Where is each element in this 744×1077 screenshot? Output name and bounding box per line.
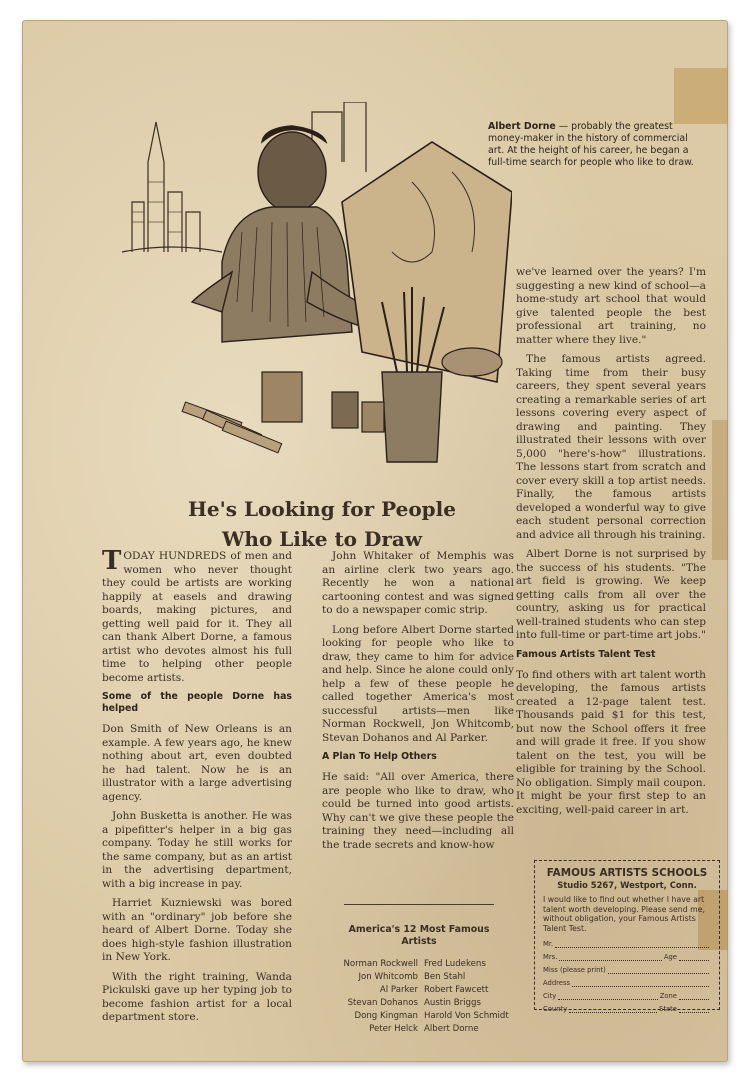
artist-illustration [112, 102, 512, 472]
col1-paragraph-3: John Busketta is another. He was a pipefitter's helper in a big gas company. Today he still works for the same company, but as an artist in the advertising department, with a big increase in pay. [102, 810, 292, 890]
coupon-mrs-field[interactable]: Mrs. Age [543, 951, 711, 964]
coupon-title: FAMOUS ARTISTS SCHOOLS [546, 867, 708, 879]
headline [122, 494, 522, 554]
col2-paragraph-3: He said: "All over America, there are people who like to draw, who could be turned into good artists. Why can't we give these people the training they need—including all the trade secrets and know-how [322, 771, 514, 851]
col3-paragraph-3: Albert Dorne is not surprised by the success of his students. "The art field is growing. We keep getting calls from all over the country, asking us for practical well-trained students who can step into full-time or part-time art jobs." [516, 548, 706, 641]
col1-subheading: Some of the people Dorne has helped [102, 691, 292, 714]
artist-row: Norman Rockwell Fred Ludekens [343, 959, 486, 969]
column-1 [102, 546, 292, 1031]
divider-rule [344, 904, 494, 905]
col1-paragraph-5: With the right training, Wanda Pickulski gave up her typing job to become fashion artist for a local department store. [102, 970, 292, 1023]
coupon-studio: Studio 5267, Westport, Conn. [557, 880, 697, 890]
col1-paragraph-4: Harriet Kuzniewski was bored with an "ordinary" job before she heard of Albert Dorne. Today she does high-style fashion illustration in New York. [102, 897, 292, 963]
col1-paragraph-1: TODAY HUNDREDS of men and women who never thought they could be artists are working happily at easels and drawing boards, making pictures, and getting well paid for it. They all can thank Albert Dorne, a famous artist who devotes almost his full time to helping other people become artists. [102, 546, 292, 684]
coupon-county-field[interactable]: County State [543, 1003, 711, 1016]
artist-row: Stevan Dohanos Austin Briggs [347, 998, 481, 1008]
column-3 [516, 266, 706, 823]
col3-subheading: Famous Artists Talent Test [516, 648, 656, 660]
coupon-miss-field[interactable]: Miss (please print) [543, 964, 711, 977]
col2-paragraph-2: Long before Albert Dorne started looking for people who like to draw, they came to him for advice and help. Since he alone could only help a few of these people he called together America's most successful artists—men like Norman Rockwell, Jon Whitcomb, Stevan Dohanos and Al Parker. [322, 623, 514, 744]
column-2 [322, 550, 514, 858]
col2-subheading: A Plan To Help Others [322, 751, 437, 762]
dropcap: T [102, 546, 122, 576]
headline-line-1: He's Looking for People [188, 497, 456, 521]
artist-row: Dong Kingman Harold Von Schmidt [354, 1011, 509, 1021]
col3-paragraph-2: The famous artists agreed. Taking time from their busy careers, they spent several years creating a remarkable series of art lessons covering every aspect of drawing and painting. They illustrated their lessons with over 5,000 "here's-how" illustrations. The lessons start from scratch and cover every skill a top artist needs. Finally, the famous artists developed a wonderful way to give each student personal correction and advice all through his training. [516, 353, 706, 541]
artist-row: Jon Whitcomb Ben Stahl [358, 972, 466, 982]
col3-paragraph-1: we've learned over the years? I'm suggesting a new kind of school—a home-study art school that would give talented people the best professional art training, no matter where they live." [516, 266, 706, 346]
col1-paragraph-2: Don Smith of New Orleans is an example. A few years ago, he knew nothing about art, even doubted he had talent. Now he is an illustrator with a large advertising agency. [102, 723, 292, 803]
coupon-city-field[interactable]: City Zone [543, 990, 711, 1003]
headline-line-2: Who Like to Draw [221, 527, 423, 551]
artist-row: Al Parker Robert Fawcett [379, 985, 489, 995]
mail-coupon[interactable] [534, 860, 720, 1013]
caption-name: Albert Dorne [488, 121, 556, 132]
tape-right-edge [712, 420, 728, 560]
coupon-mr-field[interactable]: Mr. [543, 938, 711, 951]
famous-artists-list [322, 958, 522, 1036]
coupon-body: I would like to find out whether I have art talent worth developing. Please send me, without obligation, your Famous Artists Talent Test. [543, 895, 706, 933]
caption-text: — probably the greatest money-maker in the history of commercial art. At the height of his career, he began a full-time search for people who like to draw. [488, 121, 694, 168]
famous-artists-title: America's 12 Most Famous Artists [348, 924, 490, 947]
tape-top-right [674, 68, 728, 124]
coupon-address-field[interactable]: Address [543, 977, 711, 990]
magazine-page [22, 20, 728, 1062]
illustration-caption [488, 121, 706, 169]
artist-row: Peter Helck Albert Dorne [369, 1024, 479, 1034]
col2-paragraph-1: John Whitaker of Memphis was an airline clerk two years ago. Recently he won a national cartooning contest and was signed to do a newspaper comic strip. [322, 550, 514, 616]
col3-paragraph-4: To find others with art talent worth developing, the famous artists created a 12-page talent test. Thousands paid $1 for this test, but now the School offers it free and will grade it free. If you show talent on the test, you will be eligible for training by the School. No obligation. Simply mail coupon. It might be your first step to an exciting, well-paid career in art. [516, 668, 706, 816]
